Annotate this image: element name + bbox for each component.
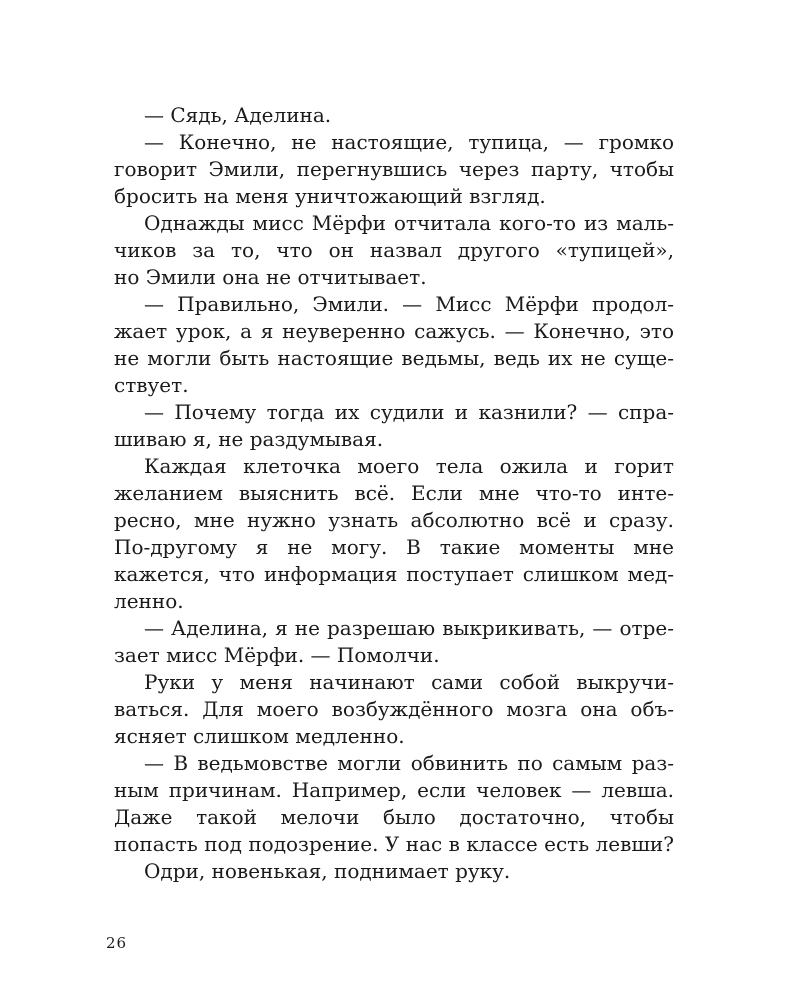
text-line: ваться. Для моего возбуждённого мозга она объ- [114,697,674,721]
text-line: чиков за то, что он назвал другого «тупицей», [114,238,674,262]
text-line: жает урок, а я неуверенно сажусь. — Конечно, это [114,319,674,343]
text-line: попасть под подозрение. У нас в классе есть левши? [114,832,674,856]
page-number: 26 [106,934,128,952]
text-line: но Эмили она не отчитывает. [114,265,427,289]
text-line: — В ведьмовстве могли обвинить по самым раз- [144,751,674,775]
text-line: зает мисс Мёрфи. — Помолчи. [114,643,440,667]
text-line: желанием выяснить всё. Если мне что-то инте- [114,481,674,505]
text-line: ясняет слишком медленно. [114,724,405,748]
text-line: Одри, новенькая, поднимает руку. [144,859,511,883]
text-line: говорит Эмили, перегнувшись через парту, чтобы [114,157,674,181]
text-line: бросить на меня уничтожающий взгляд. [114,184,546,208]
text-line: ствует. [114,373,189,397]
text-line: По-другому я не могу. В такие моменты мне [114,535,674,559]
text-line: — Почему тогда их судили и казнили? — спра- [144,400,674,424]
text-line: Однажды мисс Мёрфи отчитала кого-то из маль- [144,211,674,235]
text-line: — Аделина, я не разрешаю выкрикивать, — отре- [144,616,674,640]
text-line: Каждая клеточка моего тела ожила и горит [144,454,674,478]
book-page-text [114,102,674,885]
text-line: ресно, мне нужно узнать абсолютно всё и сразу. [114,508,674,532]
text-line: ленно. [114,589,184,613]
text-line: ным причинам. Например, если человек — левша. [114,778,674,802]
text-line: — Сядь, Аделина. [144,103,332,127]
text-line: не могли быть настоящие ведьмы, ведь их не суще- [114,346,674,370]
text-line: — Конечно, не настоящие, тупица, — громко [144,130,674,154]
text-line: Руки у меня начинают сами собой выкручи- [144,670,674,694]
text-line: — Правильно, Эмили. — Мисс Мёрфи продол- [144,292,674,316]
text-line: Даже такой мелочи было достаточно, чтобы [114,805,674,829]
text-line: шиваю я, не раздумывая. [114,427,384,451]
text-line: кажется, что информация поступает слишком мед- [114,562,674,586]
